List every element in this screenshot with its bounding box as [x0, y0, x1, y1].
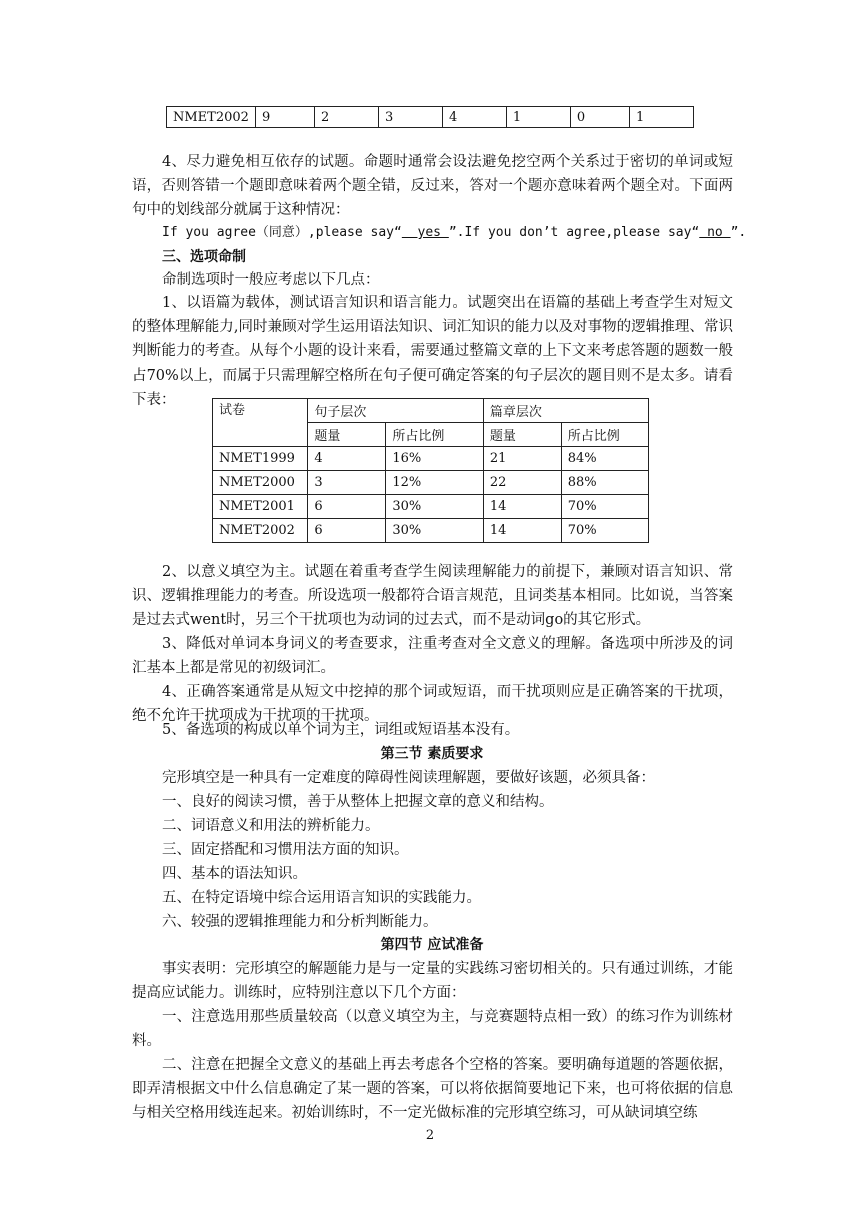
quality-item: 一、良好的阅读习惯，善于从整体上把握文章的意义和结构。 [162, 794, 554, 810]
table-header-row [213, 399, 649, 423]
example-text: ”. [730, 225, 747, 240]
table-cell: 6 [308, 519, 386, 543]
paragraph-option-1: 1、以语篇为载体，测试语言知识和语言能力。试题突出在语篇的基础上考查学生对短文的整体理解能力,同时兼顾对学生运用语法知识、词汇知识的能力以及对事物的逻辑推理、常识判断能力的考查。从每个小题的设计来看，需要通过整篇文章的上下文来考虑答题的题数一般占70%以上，而属于只需理解空格所在句子便可确定答案的句子层次的题目则不是太多。请看下表： [132, 295, 733, 408]
paragraph-avoid-dependency: 4、尽力避免相互依存的试题。命题时通常会设法避免挖空两个关系过于密切的单词或短语，否则答错一个题即意味着两个题全错，反过来，答对一个题亦意味着两个题全对。下面两句中的划线部分就属于这种情况： [132, 154, 733, 219]
table-cell: 70% [561, 519, 648, 543]
paragraph-option-3: 3、降低对单词本身词义的考查要求，注重考查对全文意义的理解。备选项中所涉及的词汇基本上都是常见的初级词汇。 [132, 636, 733, 677]
table-cell: 30% [386, 495, 483, 519]
table-cell: 1 [629, 107, 693, 128]
paragraph-preparation-1: 事实表明：完形填空的解题能力是与一定量的实践练习密切相关的。只有通过训练，才能提高应试能力。训练时，应特别注意以下几个方面： [132, 961, 733, 1002]
table-cell: NMET2002 [213, 519, 308, 543]
table-cell: 30% [386, 519, 483, 543]
table-cell: NMET2000 [213, 471, 308, 495]
table-cell: 6 [308, 495, 386, 519]
table-header-cell: 题量 [483, 423, 561, 447]
quality-item: 三、固定搭配和习惯用法方面的知识。 [162, 842, 409, 858]
table-cell: 70% [561, 495, 648, 519]
table-cell: 9 [255, 107, 314, 128]
section-heading-preparation: 第四节 应试准备 [380, 937, 484, 953]
page-number: 2 [425, 1128, 435, 1143]
table-cell: 21 [483, 447, 561, 471]
table-cell: NMET2002 [167, 107, 256, 128]
table-cell: 1 [506, 107, 570, 128]
section-heading-quality: 第三节 素质要求 [380, 746, 484, 762]
example-sentence [162, 221, 762, 245]
underlined-answer: no [699, 225, 731, 240]
table-row [213, 495, 649, 519]
table-header-cell: 所占比例 [386, 423, 483, 447]
table-header-cell: 篇章层次 [483, 399, 648, 423]
table-cell: 2 [315, 107, 379, 128]
paragraph-option-5: 5、备选项的构成以单个词为主，词组或短语基本没有。 [162, 722, 520, 738]
paragraph-option-2: 2、以意义填空为主。试题在着重考查学生阅读理解能力的前提下，兼顾对语言知识、常识、逻辑推理能力的考查。所设选项一般都符合语言规范，且词类基本相同。比如说，当答案是过去式went时，另三个干扰项也为动词的过去式，而不是动词go的其它形式。 [132, 564, 733, 629]
paragraph-option-4: 4、正确答案通常是从短文中挖掉的那个词或短语，而干扰项则应是正确答案的干扰项，绝不允许干扰项成为干扰项的干扰项。 [132, 684, 733, 725]
quality-intro: 完形填空是一种具有一定难度的障碍性阅读理解题，要做好该题，必须具备： [162, 770, 655, 786]
table-cell: 14 [483, 519, 561, 543]
table-cell: 22 [483, 471, 561, 495]
section-heading-options: 三、选项命制 [162, 249, 246, 265]
example-text: If you agree（同意）,please say“ [162, 225, 402, 240]
score-table-row [166, 106, 694, 128]
level-ratio-table [212, 398, 649, 543]
table-cell: 0 [570, 107, 629, 128]
table-cell: 16% [386, 447, 483, 471]
paragraph-preparation-2: 一、注意选用那些质量较高（以意义填空为主，与竞赛题特点相一致）的练习作为训练材料。 [132, 1009, 733, 1050]
table-cell: NMET1999 [213, 447, 308, 471]
quality-item: 六、较强的逻辑推理能力和分析判断能力。 [162, 914, 438, 930]
quality-item: 二、词语意义和用法的辨析能力。 [162, 818, 380, 834]
example-text: ”.If you don’t agree,please say“ [448, 225, 700, 240]
options-intro: 命制选项时一般应考虑以下几点： [162, 272, 380, 288]
table-cell: 12% [386, 471, 483, 495]
table-row [213, 447, 649, 471]
table-cell: 4 [308, 447, 386, 471]
underlined-answer: yes [401, 225, 449, 240]
table-cell: 84% [561, 447, 648, 471]
table-cell: 4 [442, 107, 506, 128]
table-cell: 3 [378, 107, 442, 128]
paragraph-preparation-3: 二、注意在把握全文意义的基础上再去考虑各个空格的答案。要明确每道题的答题依据，即弄清根据文中什么信息确定了某一题的答案，可以将依据简要地记下来，也可将依据的信息与相关空格用线连起来。初始训练时，不一定光做标准的完形填空练习，可从缺词填空练 [132, 1057, 733, 1122]
quality-item: 五、在特定语境中综合运用语言知识的实践能力。 [162, 890, 481, 906]
table-cell: NMET2001 [213, 495, 308, 519]
table-row [213, 471, 649, 495]
table-cell: 88% [561, 471, 648, 495]
table-row [213, 519, 649, 543]
table-header-cell: 句子层次 [308, 399, 483, 423]
table-cell: 3 [308, 471, 386, 495]
quality-item: 四、基本的语法知识。 [162, 866, 307, 882]
table-header-cell: 所占比例 [561, 423, 648, 447]
table-header-cell: 题量 [308, 423, 386, 447]
table-header-cell: 试卷 [213, 399, 308, 447]
table-row [167, 107, 694, 128]
table-cell: 14 [483, 495, 561, 519]
